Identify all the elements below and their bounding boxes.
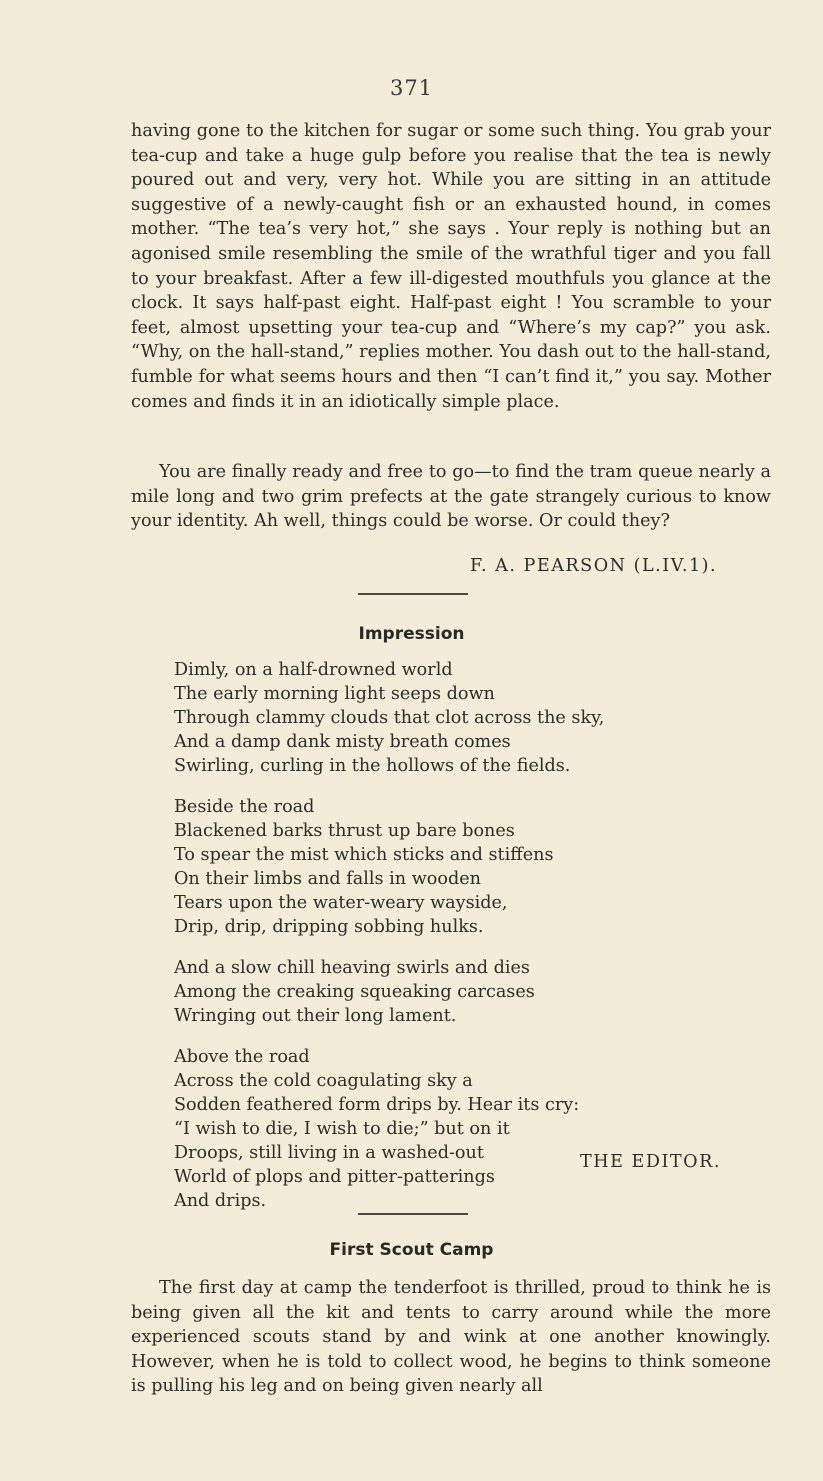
poem-line: Wringing out their long lament. — [174, 1006, 457, 1026]
paragraph-text: The first day at camp the tenderfoot is thrilled, proud to think he is being given all the kit and tents to carry around while the more experienced scouts stand by and wink at one another knowingly. However, when he is told to collect wood, he begins to think someone is pulling his leg and on being given nearly all — [131, 1278, 771, 1397]
paragraph-scout-camp — [131, 1276, 771, 1399]
paragraph-text: having gone to the kitchen for sugar or some such thing. You grab your tea-cup and take a huge gulp before you realise that the tea is newly poured out and very, very hot. While you are sitting in an attitude suggestive of a newly-caught fish or an exhausted hound, in comes mother. “The tea’s very hot,” she says . Your reply is nothing but an agonised smile resembling the smile of the wrathful tiger and you fall to your breakfast. After a few ill-digested mouthfuls you glance at the clock. It says half-past eight. Half-past eight ! You scramble to your feet, almost upsetting your tea-cup and “Where’s my cap?” you ask. “Why, on the hall-stand,” replies mother. You dash out to the hall-stand, fumble for what seems hours and then “I can’t find it,” you say. Mother comes and finds it in an idiotically simple place. — [131, 121, 771, 412]
poem-line: And a slow chill heaving swirls and dies — [174, 958, 530, 978]
author-signature: F. A. PEARSON (L.IV.1). — [470, 556, 718, 576]
page-number: 371 — [389, 76, 434, 100]
poem-line: Tears upon the water-weary wayside, — [174, 893, 508, 913]
poem-line: Blackened barks thrust up bare bones — [174, 821, 515, 841]
stanza — [174, 1045, 734, 1213]
poem-line: Droops, still living in a washed-out — [174, 1143, 484, 1163]
poem-body — [174, 658, 734, 1230]
editor-signature: THE EDITOR. — [580, 1152, 721, 1172]
paragraph-final — [131, 460, 771, 534]
paragraph-continued — [131, 119, 771, 414]
poem-line: And a damp dank misty breath comes — [174, 732, 511, 752]
poem-line: Swirling, curling in the hollows of the fields. — [174, 756, 571, 776]
poem-line: Dimly, on a half-drowned world — [174, 660, 453, 680]
stanza — [174, 956, 734, 1028]
poem-line: Drip, drip, dripping sobbing hulks. — [174, 917, 484, 937]
poem-line: Across the cold coagulating sky a — [174, 1071, 473, 1091]
poem-line: Sodden feathered form drips by. Hear its cry: — [174, 1095, 580, 1115]
section-divider — [358, 1213, 468, 1215]
poem-title: Impression — [358, 624, 465, 644]
poem-line: And drips. — [174, 1191, 267, 1211]
poem-line: Above the road — [174, 1047, 310, 1067]
poem-line: On their limbs and falls in wooden — [174, 869, 481, 889]
stanza — [174, 795, 734, 939]
poem-line: “I wish to die, I wish to die;” but on it — [174, 1119, 510, 1139]
poem-line: Beside the road — [174, 797, 315, 817]
paragraph-text: You are finally ready and free to go—to find the tram queue nearly a mile long and two grim prefects at the gate strangely curious to know your identity. Ah well, things could be worse. Or could they? — [131, 462, 771, 532]
poem-line: World of plops and pitter-patterings — [174, 1167, 495, 1187]
article-title: First Scout Camp — [329, 1240, 494, 1260]
stanza — [174, 658, 734, 778]
poem-line: The early morning light seeps down — [174, 684, 495, 704]
section-divider — [358, 593, 468, 595]
poem-line: Through clammy clouds that clot across the sky, — [174, 708, 605, 728]
poem-line: To spear the mist which sticks and stiffens — [174, 845, 554, 865]
poem-line: Among the creaking squeaking carcases — [174, 982, 535, 1002]
